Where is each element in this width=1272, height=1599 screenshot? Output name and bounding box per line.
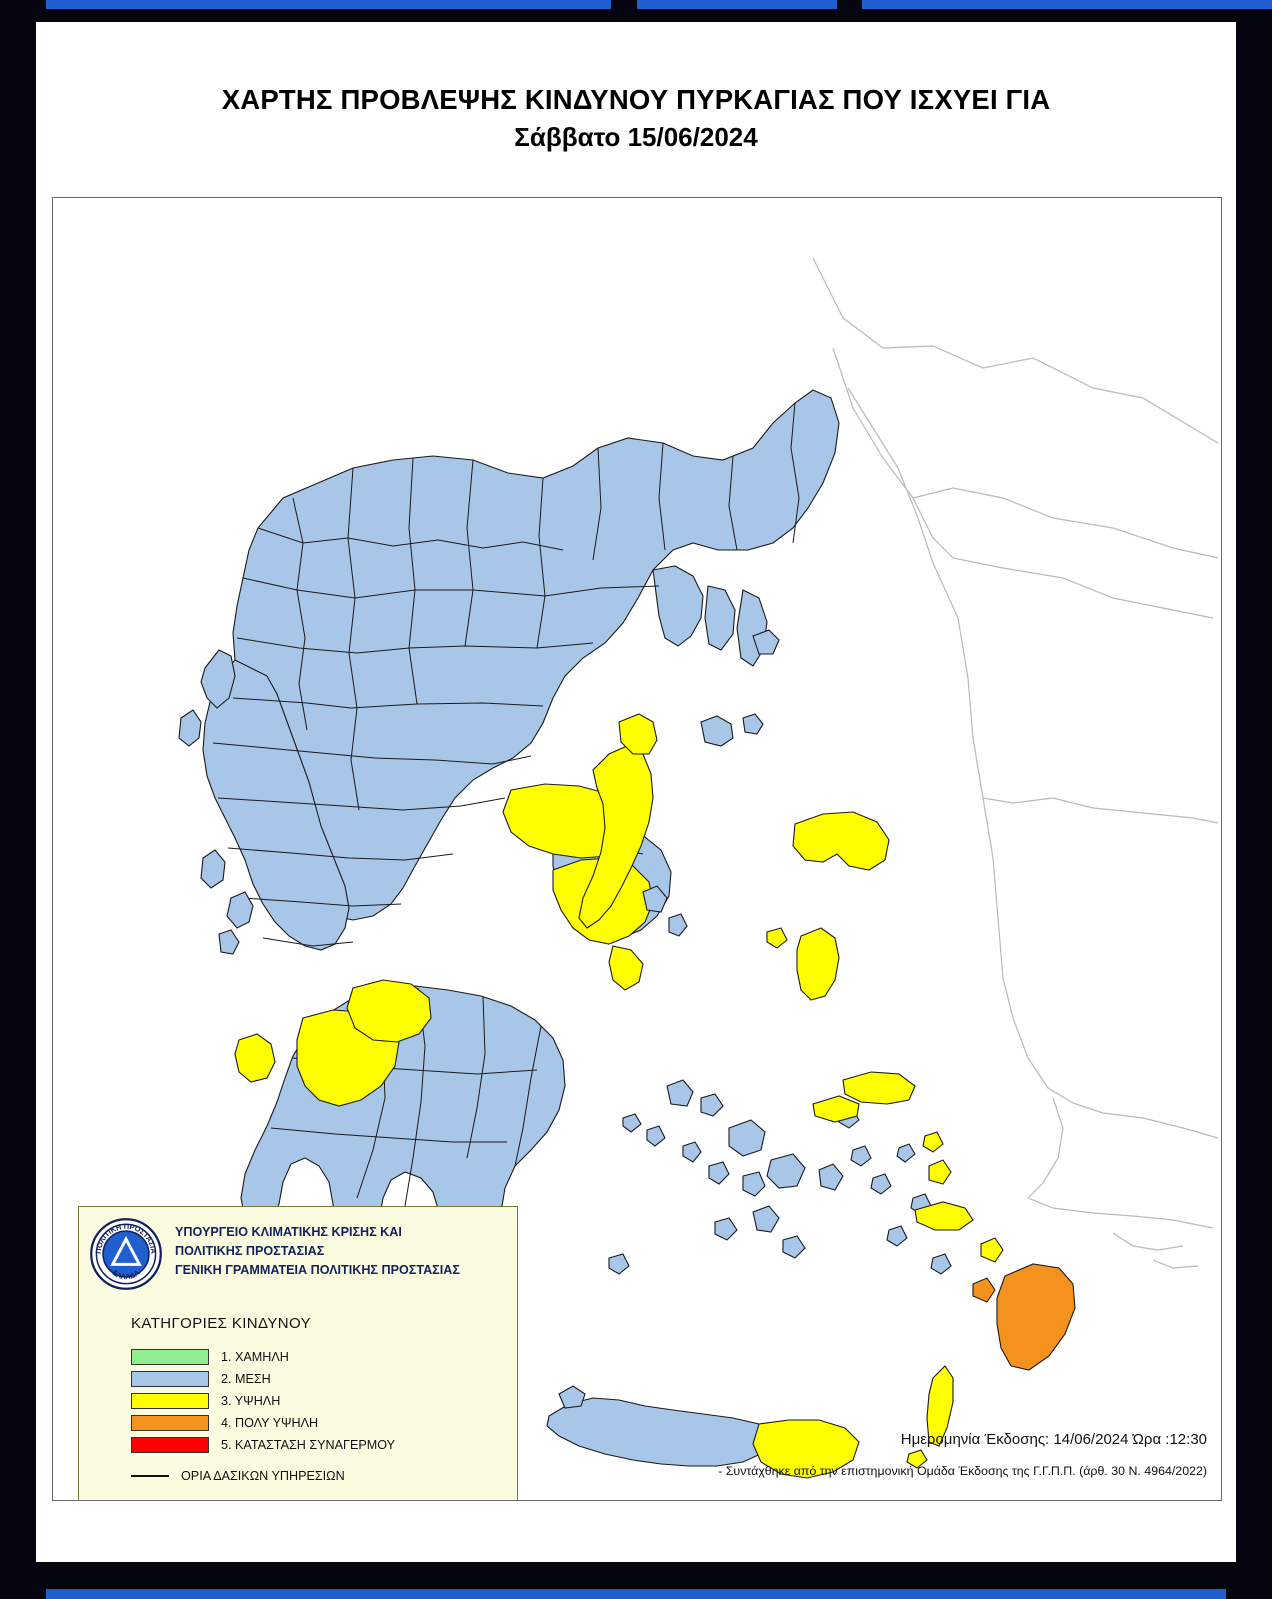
legend-label-low: 1. ΧΑΜΗΛΗ xyxy=(221,1350,289,1364)
legend-swatch-medium xyxy=(131,1371,209,1387)
legend-item-low xyxy=(131,1347,511,1367)
legend-swatch-very-high xyxy=(131,1415,209,1431)
legend-category-list xyxy=(131,1347,511,1457)
top-bar-segment-right xyxy=(862,0,1272,9)
ministry-line-2: ΠΟΛΙΤΙΚΗΣ ΠΡΟΣΤΑΣΙΑΣ xyxy=(175,1243,325,1258)
map-sheet xyxy=(36,22,1236,1562)
ministry-line-3: ΓΕΝΙΚΗ ΓΡΑΜΜΑΤΕΙΑ ΠΟΛΙΤΙΚΗΣ ΠΡΟΣΤΑΣΙΑΣ xyxy=(175,1262,460,1277)
bottom-decoration-bar xyxy=(46,1589,1226,1599)
legend-categories-title: ΚΑΤΗΓΟΡΙΕΣ ΚΙΝΔΥΝΟΥ xyxy=(131,1315,311,1332)
title-line-1: ΧΑΡΤΗΣ ΠΡΟΒΛΕΨΗΣ ΚΙΝΔΥΝΟΥ ΠΥΡΚΑΓΙΑΣ ΠΟΥ ΙΣΧΥΕΙ ΓΙΑ xyxy=(221,84,1051,115)
top-decoration-bar xyxy=(0,0,1272,12)
ministry-name xyxy=(175,1223,515,1280)
issue-note: - Συντάχθηκε από την επιστημονική Ομάδα Έκδοσης της Γ.Γ.Π.Π. (άρθ. 30 Ν. 4964/2022) xyxy=(718,1464,1207,1478)
legend-label-alarm: 5. ΚΑΤΑΣΤΑΣΗ ΣΥΝΑΓΕΡΜΟΥ xyxy=(221,1438,396,1452)
legend-label-boundaries: ΟΡΙΑ ΔΑΣΙΚΩΝ ΥΠΗΡΕΣΙΩΝ xyxy=(181,1469,345,1483)
legend-label-medium: 2. ΜΕΣΗ xyxy=(221,1372,271,1386)
svg-text:ΠΟΛΙΤΙΚΗ ΠΡΟΣΤΑΣΙΑ: ΠΟΛΙΤΙΚΗ ΠΡΟΣΤΑΣΙΑ xyxy=(93,1221,159,1255)
top-bar-segment-left xyxy=(46,0,611,9)
legend-item-very-high xyxy=(131,1413,511,1433)
legend-item-medium xyxy=(131,1369,511,1389)
legend-swatch-low xyxy=(131,1349,209,1365)
legend-swatch-alarm xyxy=(131,1437,209,1453)
boundary-line-icon xyxy=(131,1475,169,1477)
neighbor-countries-outline xyxy=(813,258,1218,1268)
legend-boundary-item xyxy=(131,1469,345,1483)
ministry-line-1: ΥΠΟΥΡΓΕΙΟ ΚΛΙΜΑΤΙΚΗΣ ΚΡΙΣΗΣ ΚΑΙ xyxy=(175,1225,402,1239)
very-high-risk-regions xyxy=(973,1238,1075,1370)
title-line-2: Σάββατο 15/06/2024 xyxy=(514,121,758,152)
legend-label-high: 3. ΥΨΗΛΗ xyxy=(221,1394,281,1408)
legend-box xyxy=(78,1206,518,1501)
legend-swatch-high xyxy=(131,1393,209,1409)
svg-text:ΕΛΛΑΔΑ: ΕΛΛΑΔΑ xyxy=(110,1268,142,1282)
civil-protection-emblem-icon xyxy=(89,1217,163,1291)
aegean-medium-islands xyxy=(609,630,951,1274)
issue-date-time: Ημερομηνία Έκδοσης: 14/06/2024 Ώρα :12:30 xyxy=(900,1431,1207,1448)
legend-label-very-high: 4. ΠΟΛΥ ΥΨΗΛΗ xyxy=(221,1416,319,1430)
fire-risk-map[interactable] xyxy=(52,197,1222,1501)
top-bar-segment-middle xyxy=(637,0,837,9)
page-title xyxy=(36,84,1236,153)
legend-header xyxy=(89,1217,509,1299)
north-aegean-high-risk-islands xyxy=(767,812,973,1468)
legend-item-alarm xyxy=(131,1435,511,1455)
legend-item-high xyxy=(131,1391,511,1411)
